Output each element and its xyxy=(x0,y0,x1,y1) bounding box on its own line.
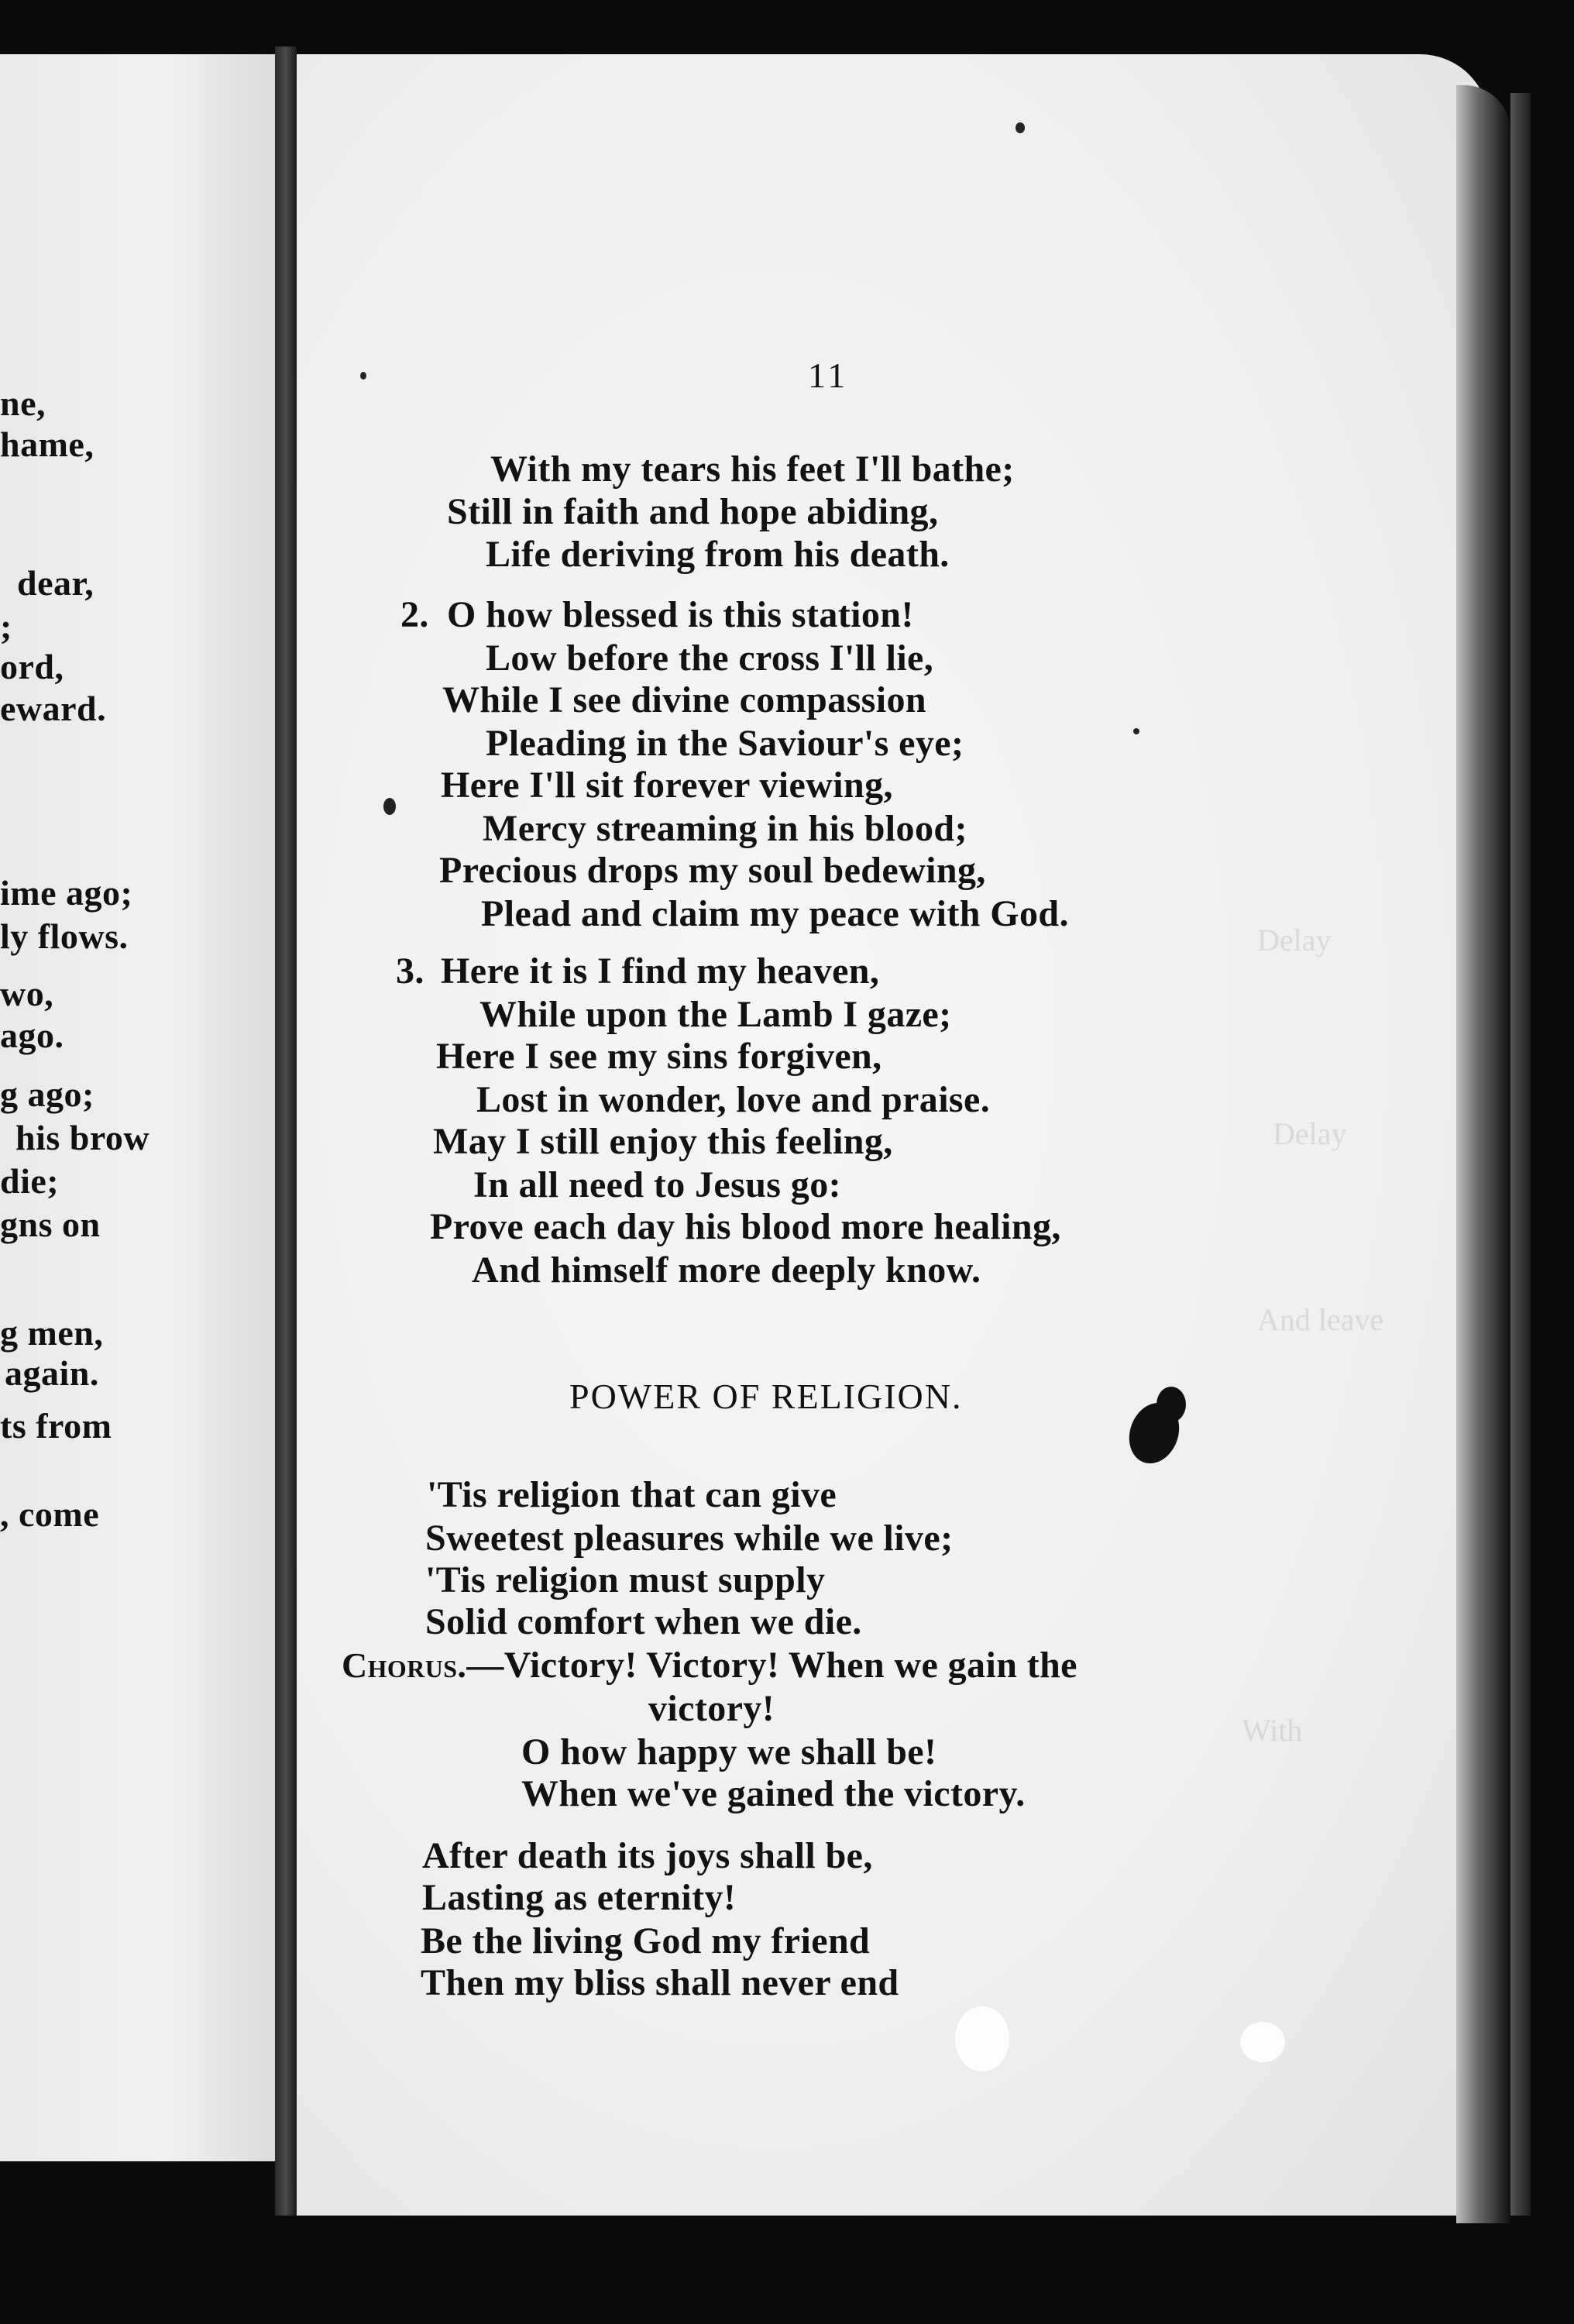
left-page-line: die; xyxy=(0,1161,60,1201)
chorus-line: When we've gained the victory. xyxy=(521,1773,1026,1814)
left-page-line: ago. xyxy=(0,1016,64,1055)
left-page-line: ; xyxy=(0,607,12,646)
chorus-label: Chorus. xyxy=(342,1645,467,1685)
left-page-line: ly flows. xyxy=(0,916,129,956)
hymn-line: While I see divine compassion xyxy=(442,679,926,720)
ink-speck xyxy=(360,372,366,380)
left-page-line: ts from xyxy=(0,1406,112,1446)
left-page-line: g ago; xyxy=(0,1074,95,1114)
left-page-line: ord, xyxy=(0,647,64,686)
page-edge xyxy=(1456,85,1510,2223)
hymn-line: In all need to Jesus go: xyxy=(473,1164,841,1205)
left-page-line: wo, xyxy=(0,974,54,1013)
hymn-line: With my tears his feet I'll bathe; xyxy=(490,449,1015,490)
hymn-line: Lasting as eternity! xyxy=(422,1877,737,1918)
hymn-line: Prove each day his blood more healing, xyxy=(430,1206,1061,1247)
left-page-line: again. xyxy=(5,1353,99,1393)
bleed-through-text: With xyxy=(1242,1713,1303,1748)
right-page xyxy=(297,54,1490,2216)
chorus-line xyxy=(342,1647,1077,1684)
chorus-line: victory! xyxy=(648,1688,775,1729)
hymn-line: 'Tis religion must supply xyxy=(425,1559,826,1600)
hymn-line: May I still enjoy this feeling, xyxy=(433,1121,893,1162)
ink-speck xyxy=(1133,728,1139,734)
hymn-line: Be the living God my friend xyxy=(421,1920,871,1961)
paper-damage-spot xyxy=(1240,2022,1285,2062)
left-page-line: eward. xyxy=(0,689,107,728)
left-page-line: ime ago; xyxy=(0,873,133,913)
hymn-line: 'Tis religion that can give xyxy=(427,1474,837,1515)
hymn-line: Here I'll sit forever viewing, xyxy=(441,765,893,806)
bleed-through-text: Delay xyxy=(1273,1116,1347,1151)
hymn-line: Here it is I find my heaven, xyxy=(441,951,880,992)
hymn-line: Plead and claim my peace with God. xyxy=(481,893,1069,934)
bleed-through-text: And leave xyxy=(1257,1302,1384,1337)
chorus-line: O how happy we shall be! xyxy=(521,1731,937,1772)
left-page-line: hame, xyxy=(0,425,95,464)
left-page-line: his brow xyxy=(15,1118,150,1157)
stanza-number: 3. xyxy=(396,951,424,992)
hymn-line: Low before the cross I'll lie, xyxy=(486,638,934,679)
hymn-line: Lost in wonder, love and praise. xyxy=(476,1079,991,1120)
hymn-line: Life deriving from his death. xyxy=(486,534,950,575)
bleed-through-text: Delay xyxy=(1257,923,1332,957)
hymn-line: O how blessed is this station! xyxy=(447,594,914,635)
hymn-line: Then my bliss shall never end xyxy=(421,1962,899,2003)
hymn-line: While upon the Lamb I gaze; xyxy=(479,994,952,1035)
hymn-line: Solid comfort when we die. xyxy=(425,1601,862,1642)
left-page-line: , come xyxy=(0,1494,100,1534)
hymn-line: Mercy streaming in his blood; xyxy=(483,808,967,849)
left-page-line: ne, xyxy=(0,383,46,423)
hymn-line: After death its joys shall be, xyxy=(422,1835,873,1876)
left-page xyxy=(0,54,275,2161)
hymn-line: Pleading in the Saviour's eye; xyxy=(486,723,964,764)
left-page-line: gns on xyxy=(0,1205,101,1244)
hymn-line: Still in faith and hope abiding, xyxy=(447,491,939,532)
ink-speck xyxy=(1016,122,1025,133)
book-cover-edge xyxy=(1510,93,1531,2216)
book-gutter xyxy=(275,46,297,2216)
stanza-number: 2. xyxy=(400,594,429,635)
left-page-line: g men, xyxy=(0,1313,104,1353)
chorus-dash: — xyxy=(466,1645,504,1686)
left-page-line: dear, xyxy=(17,563,95,603)
hymn-line: Sweetest pleasures while we live; xyxy=(425,1518,954,1559)
hymn-line: Precious drops my soul bedewing, xyxy=(439,850,986,891)
hymn-line: And himself more deeply know. xyxy=(472,1250,981,1291)
hymn-line: Here I see my sins forgiven, xyxy=(436,1036,882,1077)
paper-damage-spot xyxy=(955,2006,1009,2071)
page-number: 11 xyxy=(808,356,849,395)
ink-blot xyxy=(1156,1387,1186,1422)
ink-speck xyxy=(383,798,396,815)
chorus-text: Victory! Victory! When we gain the xyxy=(503,1645,1077,1686)
hymn-title: POWER OF RELIGION. xyxy=(569,1377,963,1416)
